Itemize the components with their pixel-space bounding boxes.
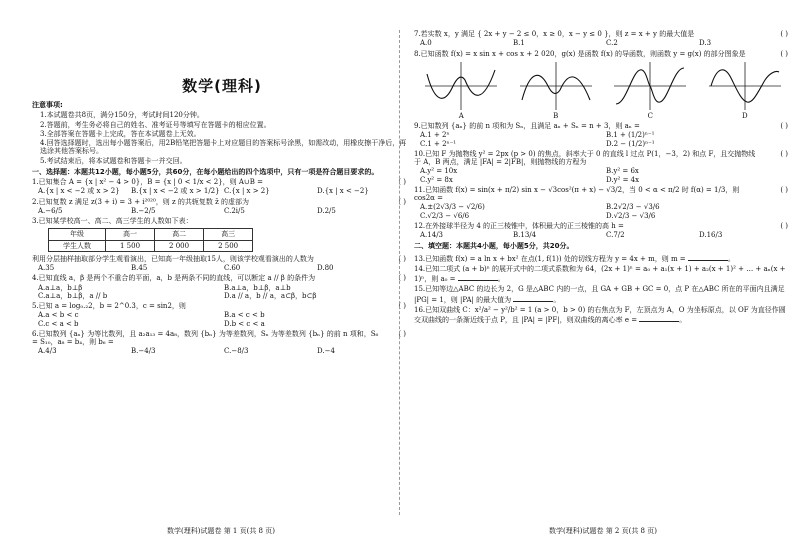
blank-period: 。	[497, 275, 505, 283]
question-stem: 8.已知函数 f(x) = x sin x + cos x + 2 020，g(x) 是函数 f(x) 的导函数，则函数 y = g(x) 的部分图象是	[414, 49, 746, 58]
option-b: B.−4/3	[131, 347, 156, 356]
notes-heading: 注意事项:	[32, 101, 63, 109]
option-d: D.16/3	[699, 231, 723, 239]
option-c: C.2i/5	[224, 206, 245, 215]
graph-option-b	[516, 60, 596, 120]
option-d: D.y² = 4x	[606, 175, 640, 184]
question-13	[414, 253, 792, 263]
graph-b-figure	[518, 60, 594, 112]
option-d: D.a // a，b // a，a⊂β，b⊂β	[224, 291, 317, 300]
option-d: D.{x | x < −2}	[317, 187, 369, 196]
question-8	[414, 50, 792, 121]
student-count-table	[48, 228, 253, 252]
answer-blank	[458, 273, 498, 281]
answer-paren: ( )	[398, 254, 406, 263]
option-d: D.2/5	[317, 206, 336, 215]
table-header: 高二	[155, 229, 204, 240]
answer-paren: ( )	[398, 302, 406, 310]
option-b: B.2√2/3 − √3/6	[606, 203, 660, 212]
question-stem: 12.在外接球半径为 4 的正三棱锥中，体积最大的正三棱锥的高 h =	[414, 221, 624, 230]
graph-label: B	[553, 111, 559, 120]
question-stem: 14.已知二项式 (a + b)ⁿ 的展开式中的二项式系数和为 64，(2x + 1)ⁿ = a₀ + a₁(x + 1) + a₂(x + 1)² + … + aₙ(x + 1)ⁿ，则 a₀ =	[414, 264, 786, 283]
blank-period: 。	[727, 254, 735, 263]
option-a: A.−6/5	[38, 206, 63, 215]
answer-paren: ( )	[780, 30, 788, 38]
option-a: A.y² = 10x	[420, 167, 458, 176]
option-b: B.−2/5	[131, 206, 156, 215]
page-footer-right: 数学(理科)试题卷 第 2 页(共 8 页)	[549, 526, 657, 535]
page-title: 数学(理科)	[182, 77, 262, 95]
option-c: C.{x | x > 2}	[224, 187, 270, 196]
answer-paren: ( )	[780, 149, 788, 158]
graph-option-a	[421, 60, 501, 120]
answer-paren: ( )	[398, 178, 406, 186]
graph-label: A	[458, 111, 464, 120]
question-stem-continued: 利用分层抽样抽取部分学生观看演出，已知高一年级抽取15人，则该学校观看演出的人数为	[32, 254, 314, 263]
option-c: C.1 + 2ⁿ⁻¹	[420, 139, 457, 148]
question-5	[32, 302, 410, 328]
option-a: A.±(2√3/3 − √2/6)	[420, 203, 485, 212]
column-divider	[399, 30, 400, 515]
question-stem: 11.已知函数 f(x) = sin(x + π/2) sin x − √3cos²(π + x) − √3/2，当 0 < α < π/2 时 f(α) = 1/3，则 cos2α =	[414, 185, 740, 202]
question-6	[32, 330, 410, 356]
option-b: B.y² = 6x	[606, 167, 639, 176]
answer-paren: ( )	[780, 221, 788, 230]
option-b: B.1 + (1/2)ⁿ⁻¹	[606, 131, 655, 140]
graph-option-c	[610, 60, 690, 120]
table-header: 高一	[106, 229, 155, 240]
option-b: B.1	[513, 39, 525, 48]
answer-paren: ( )	[398, 197, 406, 206]
question-15	[414, 285, 792, 304]
note-item: 3.全部答案在答题卡上完成，答在本试题卷上无效。	[40, 129, 201, 138]
question-2	[32, 198, 410, 216]
question-stem: 15.已知等边△ABC 的边长为 2，G 是△ABC 内的一点，且 GA + GB + GC = 0，点 P 在△ABC 所在的平面内且满足 |PG| = 1，则 |PA| 的最大值为	[414, 285, 785, 304]
note-item: 4.回答选择题时，选出每小题答案后，用2B铅笔把答题卡上对应题目的答案标号涂黑，如需改动，用橡皮擦干净后，再选涂其他答案标号。	[40, 139, 407, 156]
option-c: C.2	[606, 39, 618, 48]
question-14	[414, 265, 792, 284]
graph-option-d	[705, 60, 785, 120]
option-b: B.a < c < b	[224, 311, 265, 320]
table-header: 高三	[204, 229, 253, 240]
question-stem: 6.已知数列 {aₙ} 为等比数列，且 a₂a₁₃ = 4a₈，数列 {bₙ} 为等差数列，Sₙ 为等差数列 {bₙ} 的前 n 项和，S₆ = S₁₀，a₈ = b₄，则 b₆ =	[32, 329, 379, 346]
note-item: 1.本试题卷共8页，满分150分，考试时间120分钟。	[40, 111, 204, 120]
left-column	[32, 0, 410, 543]
answer-paren: ( )	[780, 185, 788, 194]
question-stem: 10.已知 F 为抛物线 y² = 2px (p > 0) 的焦点，斜率大于 0 的直线 l 过点 P(1，−3，2) 和点 F，且交抛物线于 A，B 两点，满足 |FA| = 2|FB|，则抛物线的方程为	[414, 149, 756, 166]
option-c: C.c < a < b	[38, 319, 79, 328]
question-stem: 5.已知 a = log₀.₂2，b = 2^0.3，c = sin2，则	[32, 302, 186, 310]
question-10	[414, 150, 792, 184]
answer-blank	[688, 253, 728, 261]
answer-blank	[639, 314, 679, 322]
option-d: D.√2/3 − √3/6	[606, 211, 656, 220]
table-cell: 2 500	[204, 240, 253, 251]
option-a: A.35	[38, 264, 55, 272]
graph-d-figure	[707, 60, 783, 112]
option-c: C.√2/3 − √6/6	[420, 211, 470, 220]
option-d: D.2 − (1/2)ⁿ⁻¹	[606, 139, 655, 148]
graph-c-figure	[612, 60, 688, 112]
right-column	[414, 0, 792, 543]
blank-period: 。	[679, 316, 687, 324]
answer-paren: ( )	[780, 49, 788, 58]
option-c: C.y² = 8x	[420, 175, 453, 184]
page-footer-left: 数学(理科)试题卷 第 1 页(共 8 页)	[167, 526, 275, 535]
question-stem: 1.已知集合 A = {x | x² − 4 > 0}，B = {x | 0 < 1/x < 2}，则 A∪B =	[32, 178, 264, 186]
option-b: B.{x | x < −2 或 x > 1/2}	[131, 187, 220, 196]
option-a: A.1 + 2ⁿ	[420, 131, 450, 140]
option-d: D.80	[317, 264, 334, 272]
question-stem: 3.已知某学校高一、高二、高三学生的人数如下表：	[32, 217, 193, 225]
question-1	[32, 178, 410, 196]
question-12	[414, 222, 792, 240]
option-a: A.4/3	[38, 347, 57, 356]
question-stem: 9.已知数列 {aₙ} 的前 n 项和为 Sₙ，且满足 aₙ + Sₙ = n + 3，则 aₙ =	[414, 122, 640, 130]
option-a: A.a < b < c	[38, 311, 79, 320]
question-stem: 4.已知直线 a，β 是两个不重合的平面，a，b 是两条不同的直线，可以断定 a // β 的条件为	[32, 274, 316, 283]
option-a: A.0	[420, 39, 432, 48]
graph-a-figure	[423, 60, 499, 112]
question-stem: 2.已知复数 z 满足 z(3 + i) = 3 + i²⁰²⁰，则 z 的共轭复数 z̄ 的虚部为	[32, 197, 250, 206]
question-stem: 13.已知函数 f(x) = a ln x + bx² 在点(1, f(1)) 处的切线方程为 y = 4x + m，则 m =	[414, 254, 686, 263]
option-b: B.a⊥a，b⊥β，a⊥b	[224, 283, 291, 292]
blank-period: 。	[553, 295, 561, 304]
option-b: B.45	[131, 264, 148, 272]
option-d: D.−4	[317, 347, 335, 356]
option-d: D.b < c < a	[224, 319, 265, 328]
option-a: A.a⊥a，b⊥β	[38, 283, 83, 292]
question-stem: 16.已知双曲线 C：x²/a² − y²/b² = 1 (a > 0，b > 0) 的右焦点为 F，左顶点为 A，O 为坐标原点，以 OF 为直径作圆交双曲线的一条渐近线于点 P，且 |PA| = |PF|，则双曲线的离心率 e =	[414, 305, 786, 324]
table-cell: 1 500	[106, 240, 155, 251]
question-16	[414, 306, 792, 325]
question-stem: 7.若实数 x，y 满足 { 2x + y − 2 ≤ 0，x ≥ 0，x − y ≤ 0 }，则 z = x + y 的最大值是	[414, 30, 695, 38]
graph-label: C	[647, 111, 653, 120]
section-heading-choice: 一、选择题：本题共12小题，每小题5分，共60分，在每小题给出的四个选项中，只有一项是符合题目要求的。	[32, 167, 379, 176]
option-d: D.3	[699, 39, 712, 48]
table-header: 年级	[49, 229, 106, 240]
option-a: A.14/3	[420, 231, 443, 239]
answer-paren: ( )	[398, 329, 406, 338]
question-11	[414, 186, 792, 220]
table-cell: 学生人数	[49, 240, 106, 251]
graph-options	[414, 60, 792, 120]
question-3	[32, 217, 410, 272]
section-heading-fill: 二、填空题：本题共4小题，每小题5分，共20分。	[414, 242, 574, 251]
answer-blank	[513, 294, 553, 302]
note-item: 2.答题前，考生务必将自己的姓名、准考证号等填写在答题卡的相应位置。	[40, 120, 271, 129]
option-c: C.60	[224, 264, 241, 272]
answer-paren: ( )	[780, 122, 788, 130]
question-4	[32, 274, 410, 300]
notes-block	[32, 101, 410, 358]
option-c: C.a⊥a，b⊥β，a // b	[38, 291, 108, 300]
option-c: C.−8/3	[224, 347, 249, 356]
option-c: C.7/2	[606, 231, 625, 239]
answer-paren: ( )	[398, 274, 406, 283]
table-cell: 2 000	[155, 240, 204, 251]
question-9	[414, 122, 792, 148]
option-a: A.{x | x < −2 或 x > 2}	[38, 187, 120, 196]
note-item: 5.考试结束后，将本试题卷和答题卡一并交回。	[40, 156, 187, 165]
graph-label: D	[741, 111, 748, 120]
option-b: B.13/4	[513, 231, 537, 239]
question-7	[414, 30, 792, 48]
